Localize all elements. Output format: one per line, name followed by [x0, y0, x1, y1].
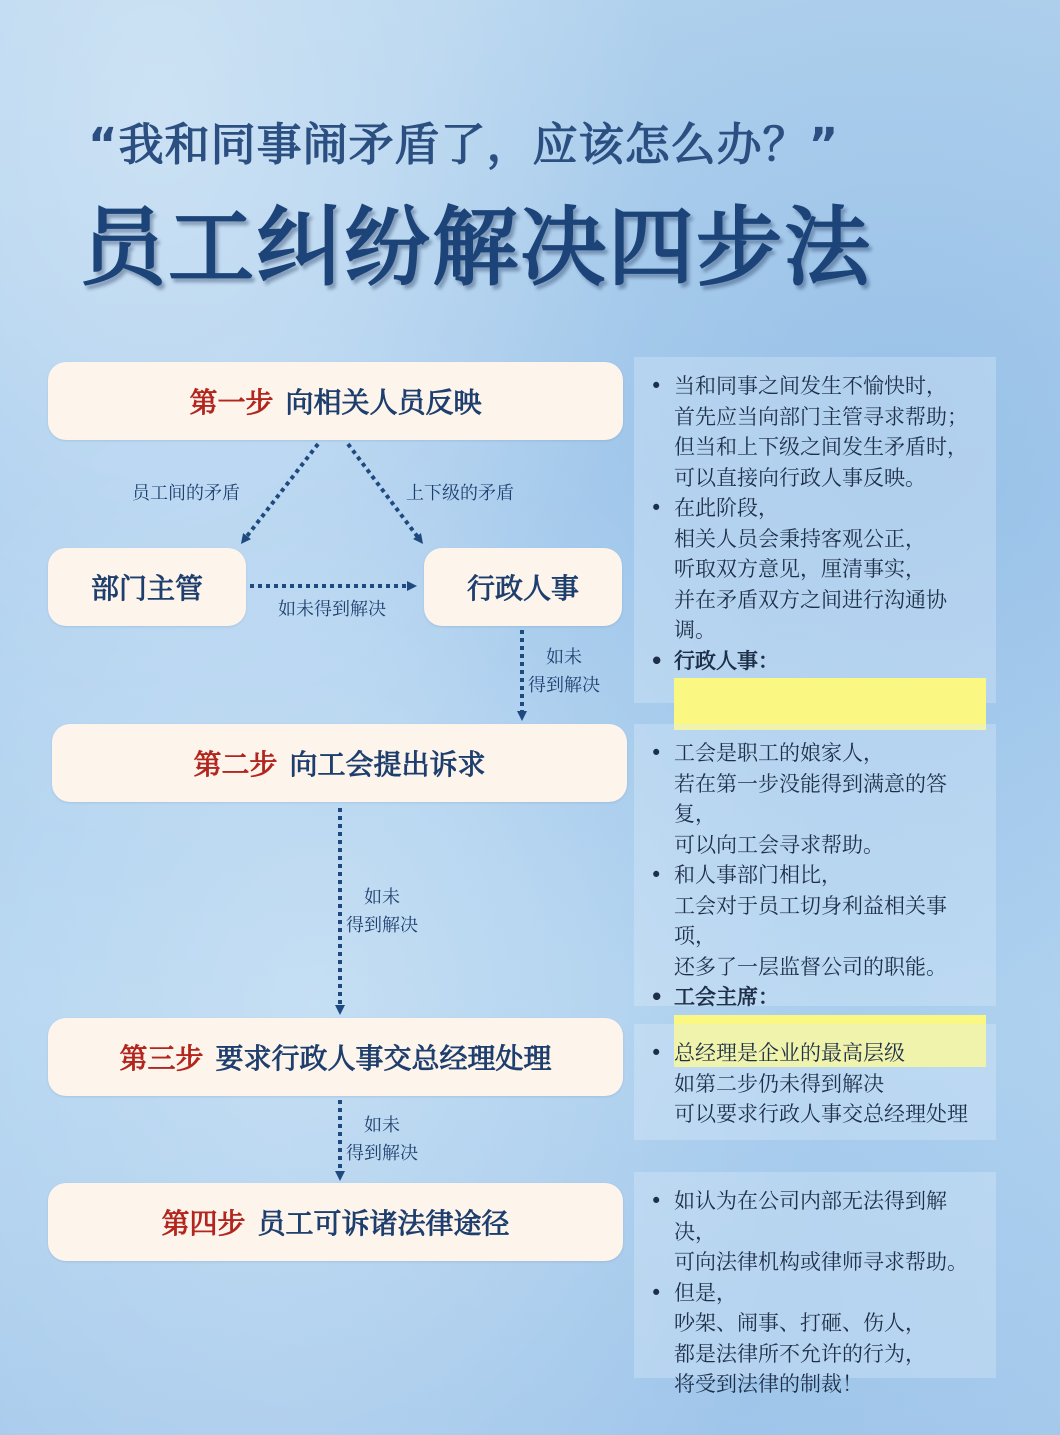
note-line: 相关人员会秉持客观公正， — [674, 526, 926, 551]
note-line: 首先应当向部门主管寻求帮助； — [674, 404, 968, 429]
note2-contact-label: • 工会主席： — [648, 982, 986, 1013]
note-line: 将受到法律的制裁！ — [674, 1372, 863, 1396]
unresolved-label-1 — [528, 644, 600, 700]
step1-box — [48, 362, 623, 440]
note2-bullet-1 — [648, 738, 986, 860]
note-step1 — [634, 357, 996, 703]
note3-bullet-1 — [648, 1038, 986, 1130]
step2-label: 第二步 — [193, 748, 278, 781]
note-line: 可向法律机构或律师寻求帮助。 — [674, 1250, 968, 1274]
arrow-step1-to-dept — [244, 444, 318, 540]
note-line: 可以直接向行政人事反映。 — [674, 465, 926, 490]
edge-superior-label: 上下级的矛盾 — [406, 483, 514, 504]
note-line: 可以要求行政人事交总经理处理 — [674, 1102, 968, 1126]
note-line: 工会对于员工切身利益相关事项， — [674, 893, 947, 948]
note4-bullet-1 — [648, 1186, 986, 1278]
unresolved-label-3 — [346, 1112, 418, 1168]
unresolved-line2: 得到解决 — [346, 1143, 418, 1164]
dept-supervisor-text: 部门主管 — [90, 572, 203, 605]
note-line: 吵架、闹事、打砸、伤人， — [674, 1311, 926, 1335]
page-subtitle: “我和同事闹矛盾了，应该怎么办？” — [88, 118, 840, 171]
admin-hr-contact-highlight — [674, 678, 986, 730]
note-line: • 当和同事之间发生不愉快时， — [674, 374, 947, 398]
note-line: • 但是， — [674, 1280, 737, 1305]
step3-box — [48, 1018, 623, 1096]
note-line: • 如认为在公司内部无法得到解决， — [674, 1189, 947, 1244]
note-line: 可以向工会寻求帮助。 — [674, 832, 884, 857]
note-step2 — [634, 724, 996, 1009]
note-step4 — [634, 1172, 996, 1396]
note-line: 但当和上下级之间发生矛盾时， — [674, 435, 968, 459]
note-line: 听取双方意见，厘清事实， — [674, 557, 926, 581]
unresolved-line2: 得到解决 — [346, 915, 418, 936]
step3-text: 要求行政人事交总经理处理 — [215, 1042, 552, 1075]
step2-box — [52, 724, 627, 802]
note-line: • 工会是职工的娘家人， — [674, 741, 884, 765]
note1-contact-label: • 行政人事： — [648, 646, 986, 677]
step4-text: 员工可诉诸法律途径 — [257, 1207, 510, 1240]
note-line: 还多了一层监督公司的职能。 — [674, 954, 947, 979]
step4-box — [48, 1183, 623, 1261]
unresolved-label-2 — [346, 884, 418, 940]
note-line: • 在此阶段， — [674, 496, 779, 520]
edge-peer-label: 员工间的矛盾 — [132, 483, 240, 504]
note-line: • 和人事部门相比， — [674, 863, 842, 887]
dept-supervisor-box — [48, 548, 246, 626]
note2-bullet-2 — [648, 860, 986, 982]
admin-hr-text: 行政人事 — [466, 572, 579, 605]
note-line: 如第二步仍未得到解决 — [674, 1071, 884, 1096]
note1-bullet-1 — [648, 371, 986, 493]
edge-unresolved-horizontal: 如未得到解决 — [278, 599, 386, 620]
unresolved-line1: 如未 — [546, 647, 582, 668]
step4-label: 第四步 — [161, 1207, 246, 1240]
unresolved-line1: 如未 — [364, 887, 400, 908]
note-line: • 总经理是企业的最高层级 — [674, 1041, 905, 1065]
unresolved-line1: 如未 — [364, 1115, 400, 1136]
note1-bullet-2 — [648, 493, 986, 646]
note-line: 若在第一步没能得到满意的答复， — [674, 771, 947, 826]
note-line: 都是法律所不允许的行为， — [674, 1341, 926, 1366]
note4-bullet-2 — [648, 1278, 986, 1400]
note-step3 — [634, 1024, 996, 1140]
unresolved-line2: 得到解决 — [528, 675, 600, 696]
step1-text: 向相关人员反映 — [285, 386, 482, 419]
step1-label: 第一步 — [189, 386, 274, 419]
step2-text: 向工会提出诉求 — [289, 748, 486, 781]
admin-hr-box — [424, 548, 622, 626]
note-line: 并在矛盾双方之间进行沟通协调。 — [674, 587, 947, 642]
page-title: 员工纠纷解决四步法 — [80, 197, 872, 298]
step3-label: 第三步 — [119, 1042, 204, 1075]
